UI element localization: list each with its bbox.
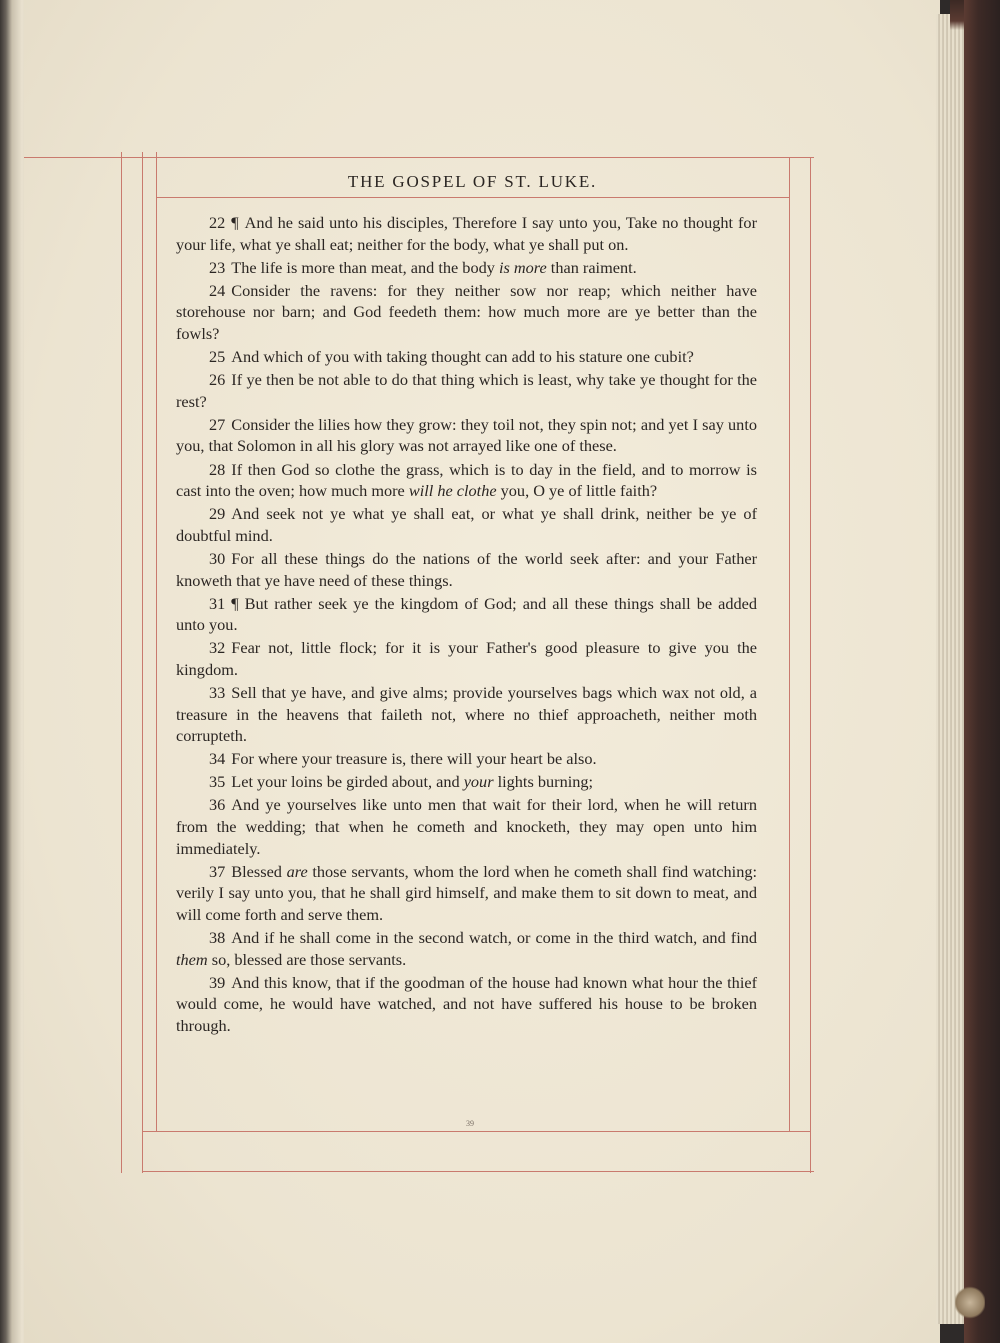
verse-text	[176, 212, 757, 1038]
frame-rule-text-left	[156, 152, 157, 1132]
book-cover	[964, 0, 1000, 1343]
verse-text-run: Let your loins be girded about, and	[231, 772, 464, 792]
verse-text-run: Blessed	[231, 861, 287, 881]
verse-text-run: Sell that ye have, and give alms; provide yourselves bags which wax not old, a treasure in the heavens that faileth not, where no thief approacheth, neither moth corrupteth.	[176, 682, 757, 746]
verse-number: 36	[209, 795, 226, 815]
italic-text: your	[463, 772, 494, 792]
verse-text-run: And which of you with taking thought can add to his stature one cubit?	[231, 347, 694, 367]
verse-number: 26	[209, 370, 226, 390]
verse-text-run: you, O ye of little faith?	[496, 481, 658, 501]
verse-number: 32	[209, 638, 226, 658]
verse-text-run: For where your treasure is, there will your heart be also.	[231, 749, 597, 769]
folio-mark: 39	[466, 1119, 474, 1128]
frame-rule-footer	[142, 1131, 810, 1132]
verse-30	[176, 548, 757, 591]
verse-text-run: so, blessed are those servants.	[207, 949, 407, 969]
verse-29	[176, 503, 757, 546]
verse-23	[176, 257, 757, 279]
verse-number: 31	[209, 593, 226, 613]
verse-text-run: And ye yourselves like unto men that wait for their lord, when he will return from the wedding; that when he cometh and knocketh, they may open unto him immediately.	[176, 795, 757, 858]
verse-36	[176, 794, 757, 859]
running-header: THE GOSPEL OF ST. LUKE.	[347, 172, 598, 191]
verse-number: 33	[209, 682, 226, 702]
verse-text-run: those servants, whom the lord when he cometh shall find watching: verily I say unto you, that he shall gird himself, and make them to sit down to meat, and will come forth and serve them.	[176, 861, 758, 924]
verse-text-run: If then God so clothe the grass, which is to day in the field, and to morrow is cast into the oven; how much more	[176, 459, 757, 501]
verse-text-run: lights burning;	[493, 772, 594, 792]
verse-33	[176, 682, 757, 747]
verse-number: 28	[209, 459, 226, 479]
verse-number: 38	[209, 928, 226, 947]
verse-number: 39	[209, 972, 226, 992]
verse-37	[176, 861, 757, 926]
verse-35	[176, 771, 757, 793]
pilcrow-mark: ¶	[231, 593, 239, 613]
verse-22	[176, 212, 757, 255]
italic-text: are	[286, 861, 308, 881]
verse-text-run: And seek not ye what ye shall eat, or what ye shall drink, neither be ye of doubtful mind.	[176, 504, 757, 545]
frame-rule-outer-left	[121, 152, 122, 1173]
page-stack-edge	[936, 14, 967, 1324]
verse-39	[176, 972, 757, 1037]
italic-text: them	[176, 949, 208, 969]
verse-text-run: And he said unto his disciples, Therefore I say unto you, Take no thought for your life, what ye shall eat; neither for the body, what ye shall put on.	[176, 213, 757, 254]
frame-rule-header	[156, 197, 789, 198]
verse-28	[176, 459, 757, 502]
verse-number: 22	[209, 213, 226, 232]
verse-number: 29	[209, 504, 226, 524]
verse-text-run: Consider the lilies how they grow: they toil not, they spin not; and yet I say unto you, that Solomon in all his glory was not arrayed like one of these.	[176, 414, 757, 456]
frame-rule-bottom	[142, 1171, 814, 1172]
verse-text-run: The life is more than meat, and the body	[231, 257, 499, 277]
italic-text: is more	[498, 257, 547, 277]
verse-text-run: And this know, that if the goodman of the house had known what hour the thief would come, he would have watched, and not have suffered his house to be broken through.	[176, 972, 757, 1035]
verse-text-run: For all these things do the nations of the world seek after: and your Father knoweth that ye have need of these things.	[176, 548, 757, 590]
verse-text-run: Fear not, little flock; for it is your Father's good pleasure to give you the kingdom.	[176, 638, 757, 679]
frame-rule-outer-right	[810, 157, 811, 1173]
verse-26	[176, 369, 757, 412]
cover-corner-wear	[955, 1285, 985, 1320]
verse-number: 24	[209, 280, 226, 300]
verse-24	[176, 280, 757, 345]
pilcrow-mark: ¶	[231, 213, 239, 232]
verse-number: 30	[209, 548, 226, 568]
verse-25	[176, 346, 757, 368]
verse-34	[176, 748, 757, 770]
verse-number: 23	[209, 257, 226, 277]
verse-text-run: And if he shall come in the second watch, or come in the third watch, and find	[231, 928, 757, 947]
verse-text-run: But rather seek ye the kingdom of God; and all these things shall be added unto you.	[176, 593, 757, 635]
italic-text: will he clothe	[408, 481, 497, 501]
verse-number: 34	[209, 749, 226, 769]
verse-number: 27	[209, 414, 226, 434]
verse-27	[176, 414, 757, 457]
verse-38	[176, 927, 757, 970]
verse-number: 25	[209, 347, 226, 367]
frame-rule-text-right	[789, 157, 790, 1132]
frame-rule-inner-left	[142, 152, 143, 1173]
verse-32	[176, 637, 757, 680]
verse-text-run: than raiment.	[546, 257, 637, 277]
verse-number: 37	[209, 861, 226, 881]
verse-text-run: Consider the ravens: for they neither sow nor reap; which neither have storehouse nor barn; and God feedeth them: how much more are ye better than the fowls?	[176, 280, 757, 343]
verse-number: 35	[209, 772, 226, 792]
verse-text-run: If ye then be not able to do that thing which is least, why take ye thought for the rest?	[176, 370, 757, 411]
verse-31	[176, 593, 757, 636]
